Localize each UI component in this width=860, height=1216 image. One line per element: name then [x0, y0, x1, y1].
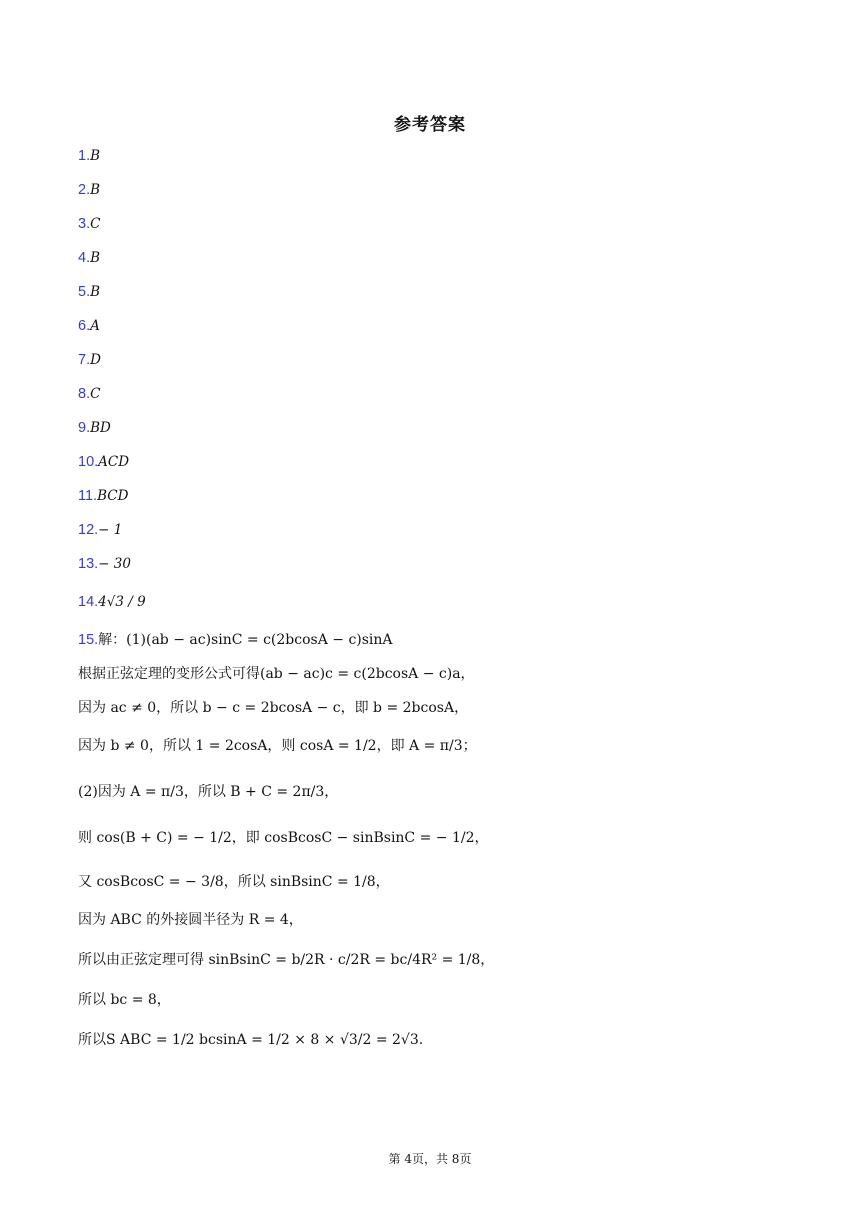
solution-text: 所以由正弦定理可得 sinBsinC = b/2R · c/2R = bc/4R² = 1/8，	[78, 952, 495, 968]
answer-text: B	[90, 284, 101, 300]
answer-text: 4√3 / 9	[98, 594, 146, 610]
solution-line	[78, 990, 171, 1010]
page-footer: 第 4页，共 8页	[388, 1152, 472, 1166]
answer-item	[78, 486, 128, 506]
answer-number: 14.	[78, 594, 99, 610]
solution-text: 所以 bc = 8，	[78, 992, 171, 1008]
answer-item	[78, 520, 122, 540]
answer-item	[78, 180, 100, 200]
answer-number: 9.	[78, 420, 91, 436]
solution-line	[78, 698, 468, 718]
answer-text: A	[90, 318, 100, 334]
answer-number: 10.	[78, 454, 99, 470]
solution-line	[78, 1030, 423, 1050]
solution-line	[78, 782, 338, 802]
answer-text: C	[90, 216, 101, 232]
solution-text: 则 cos(B + C) = − 1/2，即 cosBcosC − sinBsinC = − 1/2，	[78, 830, 489, 846]
answer-number: 5.	[78, 284, 91, 300]
solution-line	[78, 630, 393, 650]
solution-line	[78, 910, 303, 930]
answer-number: 8.	[78, 386, 91, 402]
answer-text: B	[90, 250, 101, 266]
answer-number: 11.	[78, 488, 98, 504]
answer-item	[78, 384, 100, 404]
answer-item	[78, 146, 100, 166]
solution-text: 所以S ABC = 1/2 bcsinA = 1/2 × 8 × √3/2 = 2√3.	[78, 1032, 424, 1048]
solution-line	[78, 872, 390, 892]
answer-text: BCD	[97, 488, 129, 504]
answer-text: C	[90, 386, 101, 402]
solution-number: 15.	[78, 632, 99, 648]
answer-item	[78, 350, 101, 370]
answer-text: − 1	[98, 522, 123, 538]
solution-text: 根据正弦定理的变形公式可得(ab − ac)c = c(2bcosA − c)a，	[78, 666, 475, 682]
solution-line	[78, 664, 475, 684]
solution-text: 因为 ABC 的外接圆半径为 R = 4，	[78, 912, 303, 928]
answer-text: ACD	[98, 454, 130, 470]
answer-text: BD	[90, 420, 111, 436]
answer-number: 4.	[78, 250, 91, 266]
answer-item	[78, 214, 100, 234]
answer-item	[78, 418, 111, 438]
answer-number: 2.	[78, 182, 91, 198]
answer-item	[78, 592, 146, 612]
answer-item	[78, 554, 131, 574]
solution-line	[78, 828, 489, 848]
solution-text: 又 cosBcosC = − 3/8，所以 sinBsinC = 1/8，	[78, 874, 390, 890]
solution-text: 解：(1)(ab − ac)sinC = c(2bcosA − c)sinA	[98, 632, 393, 648]
answer-number: 7.	[78, 352, 91, 368]
page-title: 参考答案	[394, 115, 466, 135]
answer-item	[78, 282, 100, 302]
answer-text: − 30	[98, 556, 131, 572]
answer-text: B	[90, 148, 101, 164]
solution-line	[78, 950, 494, 970]
answer-text: D	[90, 352, 101, 368]
answer-item	[78, 248, 100, 268]
solution-line	[78, 736, 477, 756]
answer-number: 3.	[78, 216, 91, 232]
solution-text: (2)因为 A = π/3，所以 B + C = 2π/3，	[78, 784, 339, 800]
answer-number: 6.	[78, 318, 91, 334]
answer-text: B	[90, 182, 101, 198]
answer-item	[78, 316, 100, 336]
answer-item	[78, 452, 129, 472]
answer-number: 12.	[78, 522, 99, 538]
answer-number: 13.	[78, 556, 99, 572]
solution-text: 因为 b ≠ 0，所以 1 = 2cosA，则 cosA = 1/2，即 A = π/3；	[78, 738, 477, 754]
solution-text: 因为 ac ≠ 0，所以 b − c = 2bcosA − c，即 b = 2bcosA，	[78, 700, 469, 716]
answer-number: 1.	[78, 148, 91, 164]
